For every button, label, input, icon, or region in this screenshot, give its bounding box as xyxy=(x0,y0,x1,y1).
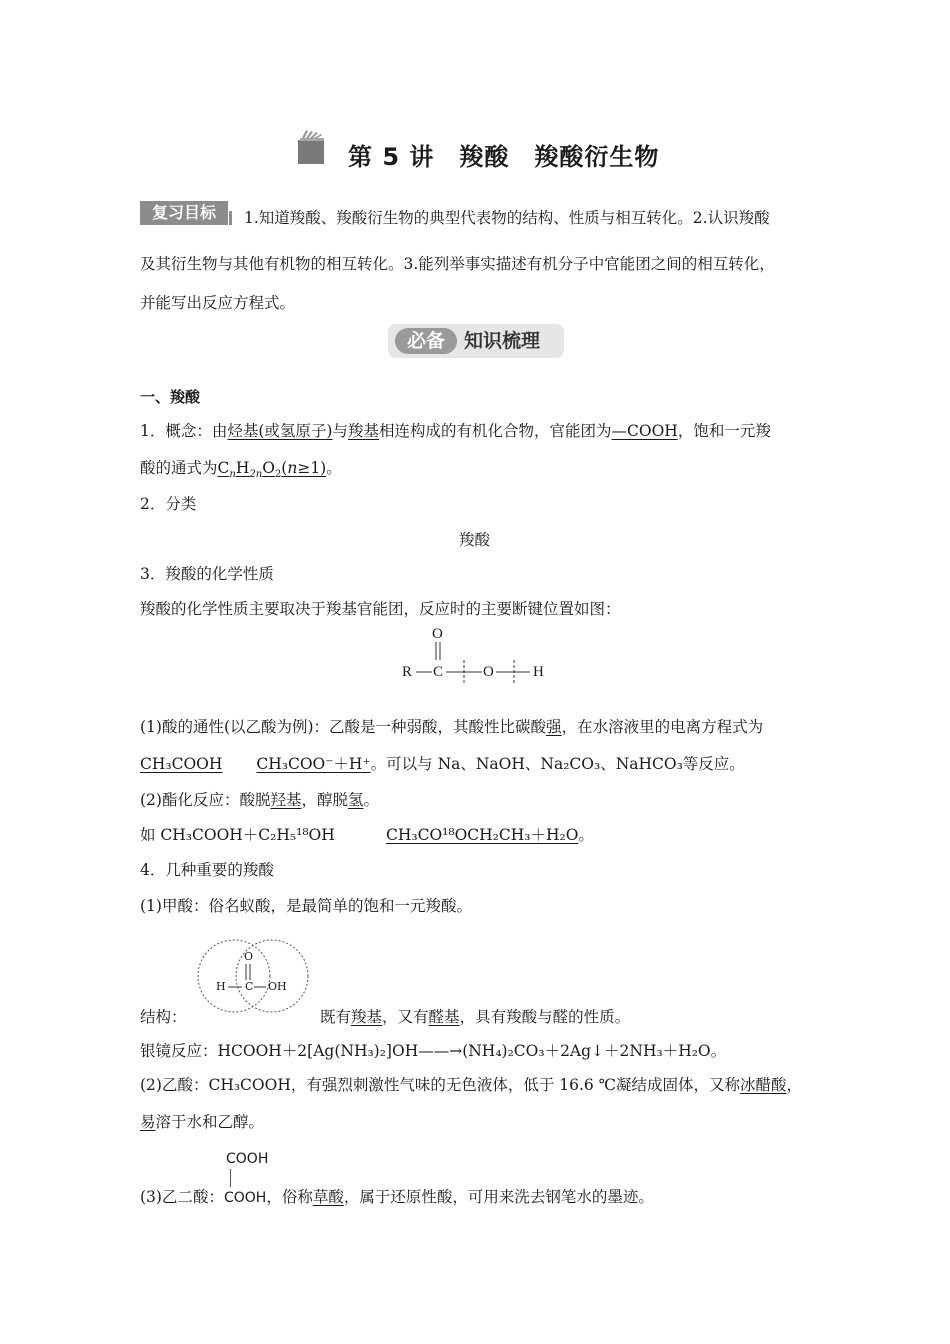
goal-line-3: 并能写出反应方程式。 xyxy=(140,294,296,312)
heading-carboxylic-acid: 一、羧酸 xyxy=(140,388,201,406)
oxalic-line: (3)乙二酸：COOH，俗称草酸，属于还原性酸，可用来洗去钢笔水的墨迹。 xyxy=(140,1188,654,1206)
formic-atom-o: O xyxy=(244,950,254,963)
classify-heading: 2．分类 xyxy=(140,495,197,513)
silver-mirror-reaction: 银镜反应：HCOOH＋2[Ag(NH₃)₂]OH——→(NH₄)₂CO₃＋2Ag↓＋2NH₃＋H₂O。 xyxy=(140,1042,727,1060)
answer-formic-carboxyl: 羧基 xyxy=(351,1008,383,1026)
answer-glacial: 冰醋酸 xyxy=(740,1076,787,1094)
structure-atom-h: H xyxy=(533,664,544,680)
answer-carboxyl: 羧基 xyxy=(348,422,380,440)
answer-hydroxyl: 羟基 xyxy=(270,791,302,809)
carboxyl-structure-diagram xyxy=(396,622,556,684)
ester-line-2-right: CH₃CO¹⁸OCH₂CH₃＋H₂O。 xyxy=(386,826,594,844)
chem-props-intro: 羧酸的化学性质主要取决于羧基官能团，反应时的主要断键位置如图： xyxy=(140,600,621,618)
ester-line-1: (2)酯化反应：酸脱羟基，醇脱氢。 xyxy=(140,791,380,809)
formic-desc: 既有羧基，又有醛基，具有羧酸与醛的性质。 xyxy=(320,1008,631,1026)
important-acids-heading: 4．几种重要的羧酸 xyxy=(140,861,274,879)
formic-line-1: (1)甲酸：俗名蚁酸，是最简单的饱和一元羧酸。 xyxy=(140,897,472,915)
structure-atom-c: C xyxy=(433,664,444,680)
acetic-line-1: (2)乙酸：CH₃COOH，有强烈刺激性气味的无色液体，低于 16.6 ℃凝结成固体，又称冰醋酸， xyxy=(140,1076,803,1094)
answer-cooh: —COOH xyxy=(611,422,678,440)
answer-formic-aldehyde: 醛基 xyxy=(428,1008,460,1026)
classify-center-label: 羧酸 xyxy=(459,531,491,549)
chem-props-heading: 3．羧酸的化学性质 xyxy=(140,565,274,583)
formic-atom-c: C xyxy=(245,980,254,993)
goal-line-2: 及其衍生物与其他有机物的相互转化。3.能列举事实描述有机分子中官能团之间的相互转化， xyxy=(140,255,775,273)
ester-product: CH₃CO¹⁸OCH₂CH₃＋H₂O xyxy=(386,826,579,844)
page-title: 第 5 讲 羧酸 羧酸衍生物 xyxy=(348,143,660,171)
formic-atom-h: H xyxy=(216,980,226,993)
section-pill: 必备 xyxy=(395,328,457,354)
formic-structure-diagram xyxy=(194,936,312,1016)
answer-hydrogen: 氢 xyxy=(348,791,364,809)
oxalic-top: COOH xyxy=(226,1151,269,1167)
acid-line-2: CH₃COOH CH₃COO⁻＋H⁺。可以与 Na、NaOH、Na₂CO₃、NaHCO₃等反应。 xyxy=(140,755,745,773)
answer-hydrocarbyl: 烃基(或氢原子) xyxy=(227,422,333,440)
goal-tag: 复习目标 xyxy=(140,201,228,225)
ionization-equation: CH₃COOH CH₃COO⁻＋H⁺ xyxy=(140,755,371,773)
structure-atom-o: O xyxy=(483,664,494,680)
concept-line-1: 1．概念：由烃基(或氢原子)与羧基相连构成的有机化合物，官能团为—COOH，饱和一元羧 xyxy=(140,422,771,440)
general-formula: $C_nH_{2n}O_2(n\ge 1)$ xyxy=(217,459,327,481)
structure-atom-r: R xyxy=(402,664,413,680)
ester-line-2-left: 如 CH₃COOH＋C₂H₅¹⁸OH xyxy=(140,826,335,844)
structure-atom-o-top: O xyxy=(432,626,443,642)
oxalic-bond xyxy=(230,1169,231,1187)
answer-stronger: 强 xyxy=(546,718,562,736)
answer-oxalic: 草酸 xyxy=(312,1188,344,1206)
answer-easily: 易 xyxy=(140,1113,156,1131)
formic-atom-oh: OH xyxy=(268,980,287,993)
acetic-line-2: 易溶于水和乙醇。 xyxy=(140,1113,265,1131)
goal-tag-divider xyxy=(229,211,232,225)
section-title: 知识梳理 xyxy=(464,330,541,352)
formic-structure-label: 结构： xyxy=(140,1008,187,1026)
acid-line-1: (1)酸的通性(以乙酸为例)：乙酸是一种弱酸，其酸性比碳酸强，在水溶液里的电离方程式为 xyxy=(140,718,764,736)
concept-line-2: 酸的通式为$C_nH_{2n}O_2(n\ge 1)$。 xyxy=(140,459,342,481)
goal-line-1: 1.知道羧酸、羧酸衍生物的典型代表物的结构、性质与相互转化。2.认识羧酸 xyxy=(244,209,770,227)
book-icon xyxy=(296,130,328,166)
